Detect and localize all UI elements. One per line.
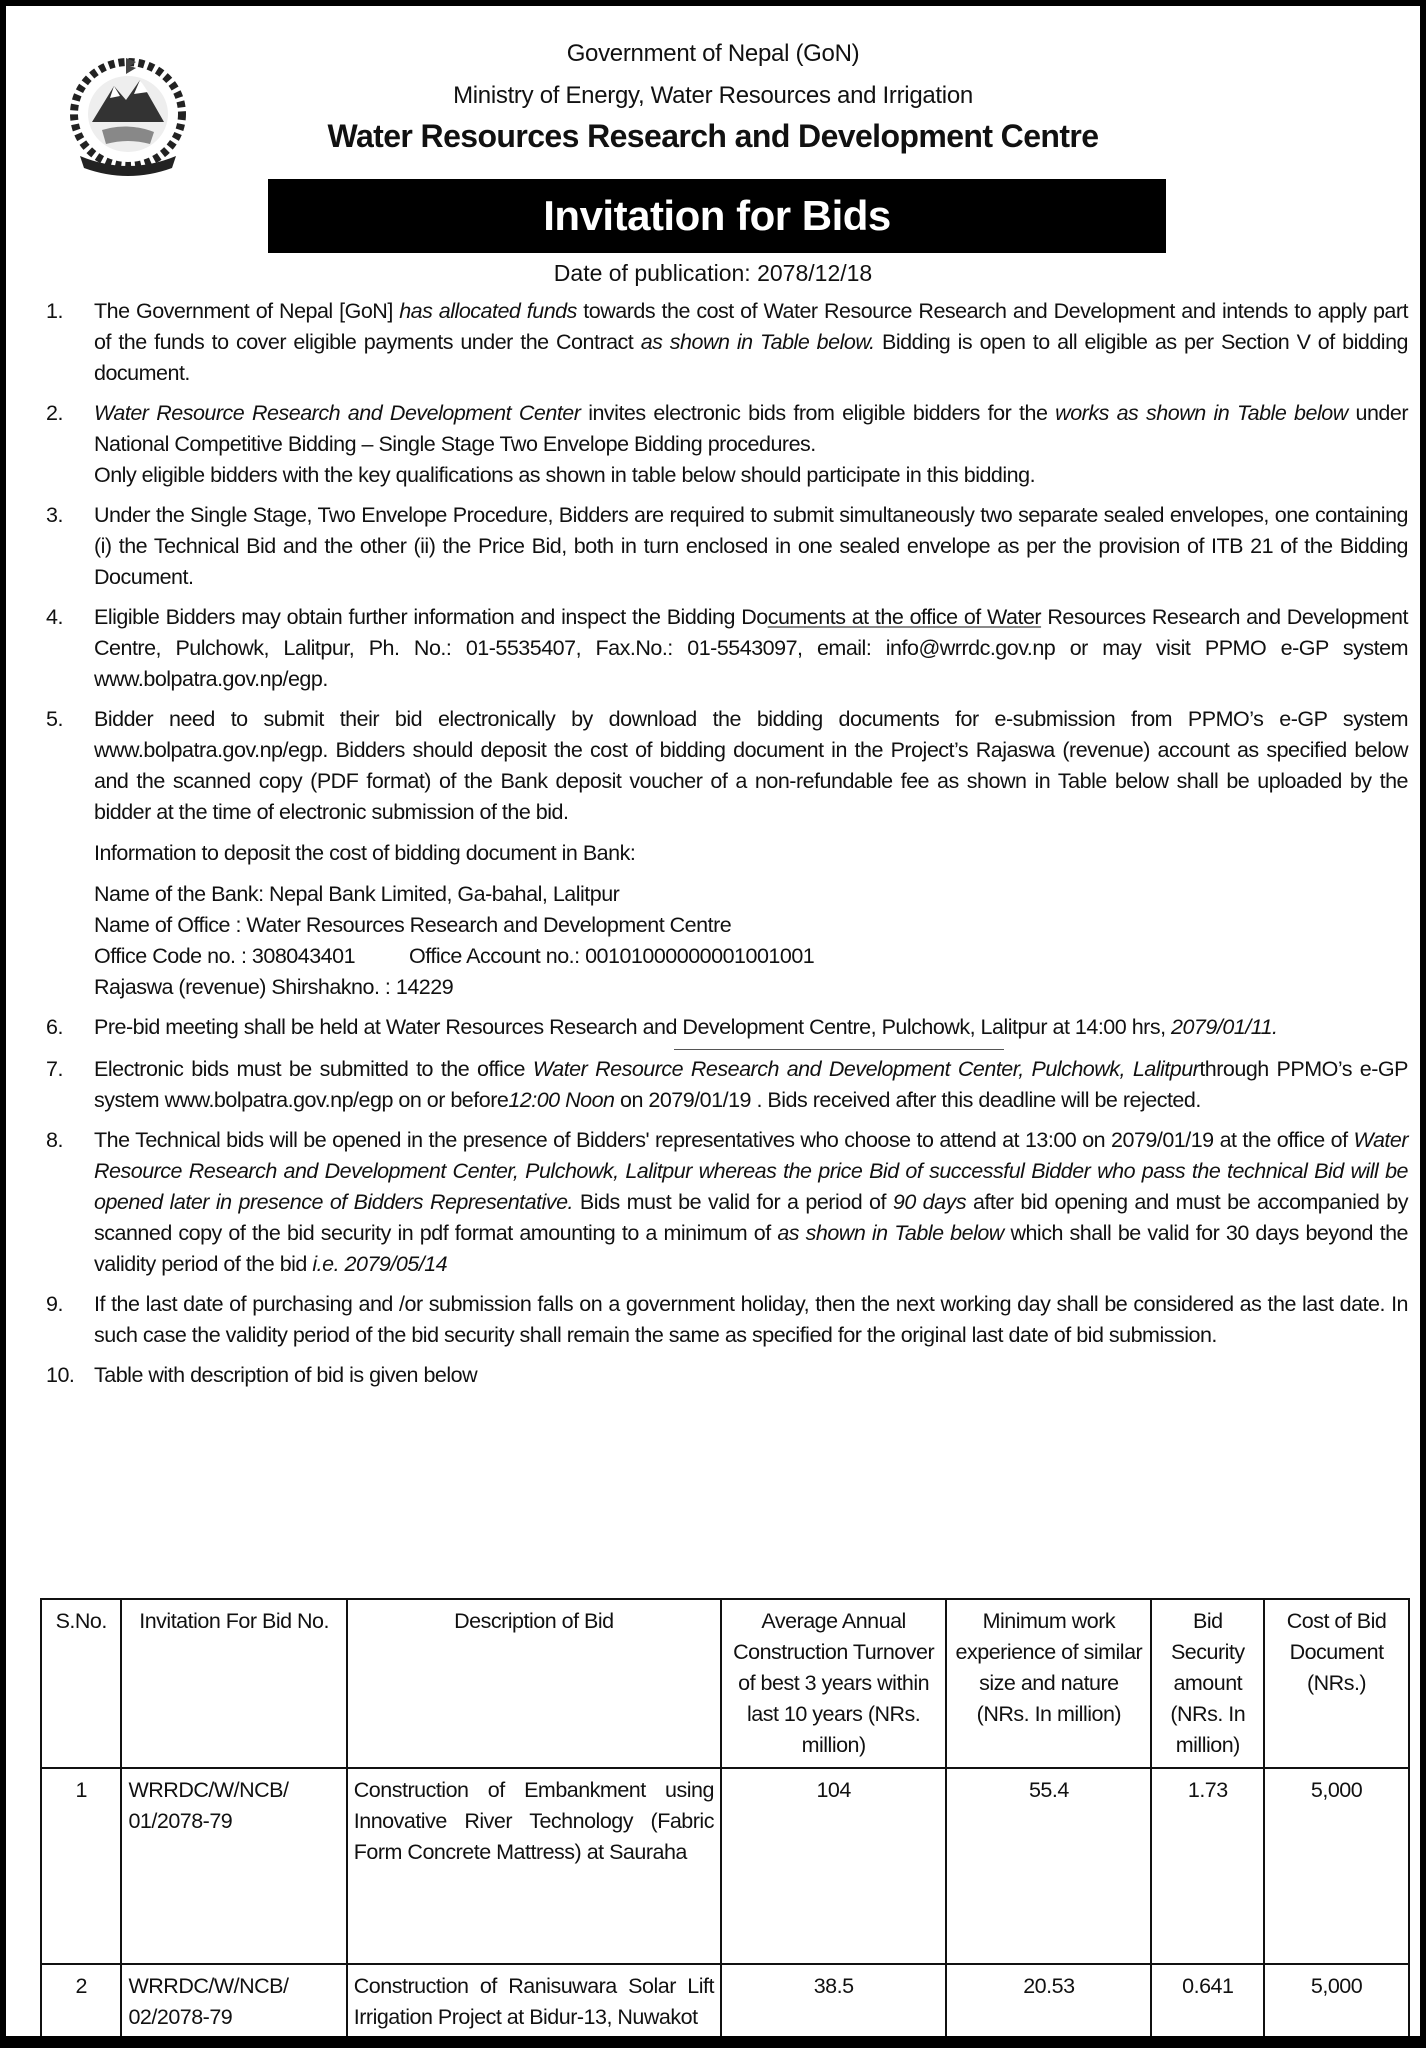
clause-text: on 2079/01/19 . Bids received after this deadline will be rejected. bbox=[614, 1088, 1201, 1112]
clause-number: 9. bbox=[46, 1292, 63, 1316]
clause-text: through PPMO’s e-GP system www.bolpatra.gov.np/egp on or before bbox=[94, 1057, 1408, 1112]
publication-date: Date of publication: 2078/12/18 bbox=[553, 260, 873, 286]
clause-number: 10. bbox=[46, 1363, 75, 1387]
clause-number: 4. bbox=[46, 605, 63, 629]
cell-bid-security: 0.641 bbox=[1151, 1964, 1264, 2036]
cell-cost-of-document: 5,000 bbox=[1264, 1964, 1409, 2036]
centre-name: Water Resources Research and Development Centre bbox=[327, 118, 1099, 154]
office-codes bbox=[94, 941, 1408, 972]
clause-8 bbox=[46, 1125, 1408, 1280]
bid-description-table bbox=[40, 1598, 1410, 2036]
clause-number: 3. bbox=[46, 503, 63, 527]
clause-text: under National Competitive Bidding – Single Stage Two Envelope Bidding procedures. bbox=[94, 401, 1408, 456]
clause-text: towards the cost of Water Resource Research and Development and intends to apply part of the funds to cover eligible payments under the Contract bbox=[94, 299, 1408, 354]
table-row bbox=[41, 1964, 1409, 2036]
clause-6 bbox=[46, 1012, 1408, 1043]
clause-text: Pre-bid meeting shall be held at Water Resources Research and Development Centre, Pulchowk, Lalitpur at 14:00 hrs, bbox=[94, 1015, 1172, 1039]
clause-text: invites electronic bids from eligible bidders for the bbox=[580, 401, 1056, 425]
clause-text-italic: Water Resource Research and Development Center, Pulchowk, Lalitpur whereas the price Bid of successful Bidder who pass the technical Bid will be opened later in presence of Bidders Representative. bbox=[94, 1128, 1408, 1214]
bank-info-intro: Information to deposit the cost of bidding document in Bank: bbox=[94, 841, 636, 865]
ministry-name: Ministry of Energy, Water Resources and Irrigation bbox=[453, 82, 973, 109]
cell-sno: 1 bbox=[41, 1768, 121, 1964]
clause-text: after bid opening and must be accompanied by scanned copy of the bid security in pdf format amounting to a minimum of bbox=[94, 1190, 1408, 1245]
notice-title-banner: Invitation for Bids bbox=[268, 179, 1166, 253]
clause-text: The Technical bids will be opened in the presence of Bidders' representatives who choose to attend at 13:00 on 2079/01/19 at the office of bbox=[94, 1128, 1354, 1152]
cell-work-experience: 20.53 bbox=[946, 1964, 1151, 2036]
cell-turnover: 38.5 bbox=[721, 1964, 946, 2036]
cell-bid-security: 1.73 bbox=[1151, 1768, 1264, 1964]
bank-name: Name of the Bank: Nepal Bank Limited, Ga-bahal, Lalitpur bbox=[94, 882, 620, 906]
header-sno: S.No. bbox=[41, 1599, 121, 1768]
eligibility-note: Only eligible bidders with the key qualifications as shown in table below should participate in this bidding. bbox=[94, 463, 1036, 487]
cell-description: Construction of Embankment using Innovative River Technology (Fabric Form Concrete Mattress) at Sauraha bbox=[347, 1768, 721, 1964]
clause-text: Bids must be valid for a period of bbox=[573, 1190, 893, 1214]
revenue-shirshak: Rajaswa (revenue) Shirshakno. : 14229 bbox=[94, 975, 454, 999]
clause-text: Table with description of bid is given below bbox=[94, 1363, 478, 1387]
clause-4 bbox=[46, 602, 1408, 695]
header-ifb-no: Invitation For Bid No. bbox=[121, 1599, 346, 1768]
clause-5 bbox=[46, 704, 1408, 1003]
clause-2 bbox=[46, 398, 1408, 491]
clause-text: Resources Research and Development Centre, Pulchowk, Lalitpur, Ph. No.: 01-5535407, Fax.No.: 01-5543097, email: info@wrrdc.gov.np or may visit PPMO e-GP system www.bolpatra.gov.np/egp. bbox=[94, 605, 1408, 691]
nepal-government-emblem-icon bbox=[62, 52, 194, 182]
validity-period: 90 days bbox=[892, 1190, 967, 1214]
validity-date: i.e. 2079/05/14 bbox=[312, 1252, 448, 1276]
cell-turnover: 104 bbox=[721, 1768, 946, 1964]
clauses-list bbox=[46, 296, 1408, 1400]
clause-text: If the last date of purchasing and /or submission falls on a government holiday, then the next working day shall be considered as the last date. In such case the validity period of the bid security shall remain the same as specified for the original last date of bid submission. bbox=[94, 1292, 1408, 1347]
clause-text: Electronic bids must be submitted to the office bbox=[94, 1057, 533, 1081]
underlined-text: cuments at the office of Water bbox=[767, 605, 1042, 629]
clause-text-italic: works as shown in Table below bbox=[1055, 401, 1348, 425]
divider-line bbox=[674, 1049, 1004, 1050]
clause-1 bbox=[46, 296, 1408, 389]
clause-text: The Government of Nepal [GoN] bbox=[94, 299, 400, 323]
clause-3 bbox=[46, 500, 1408, 593]
clause-number: 2. bbox=[46, 401, 63, 425]
cell-ifb-no: WRRDC/W/NCB/ 01/2078-79 bbox=[121, 1768, 346, 1964]
clause-text: Under the Single Stage, Two Envelope Procedure, Bidders are required to submit simultaneously two separate sealed envelopes, one containing (i) the Technical Bid and the other (ii) the Price Bid, both in turn enclosed in one sealed envelope as per the provision of ITB 21 of the Bidding Document. bbox=[94, 503, 1408, 589]
clause-9 bbox=[46, 1289, 1408, 1351]
header-cost-of-document: Cost of Bid Document (NRs.) bbox=[1264, 1599, 1409, 1768]
cell-work-experience: 55.4 bbox=[946, 1768, 1151, 1964]
table-row bbox=[41, 1768, 1409, 1964]
clause-10 bbox=[46, 1360, 1408, 1391]
table-header-row bbox=[41, 1599, 1409, 1768]
clause-text-italic: as shown in Table below. bbox=[640, 330, 875, 354]
bid-notice-page bbox=[6, 6, 1420, 2036]
clause-text-italic: has allocated funds bbox=[399, 299, 577, 323]
clause-text: Bidding is open to all eligible as per Section V of bidding document. bbox=[94, 330, 1408, 385]
clause-text-italic: Water Resource Research and Development Center, Pulchowk, Lalitpur bbox=[532, 1057, 1200, 1081]
clause-number: 5. bbox=[46, 707, 63, 731]
cell-ifb-no: WRRDC/W/NCB/ 02/2078-79 bbox=[121, 1964, 346, 2036]
pre-bid-date: 2079/01/11. bbox=[1171, 1015, 1278, 1039]
clause-number: 8. bbox=[46, 1128, 63, 1152]
header-description: Description of Bid bbox=[347, 1599, 721, 1768]
clause-number: 6. bbox=[46, 1015, 63, 1039]
deadline-time: 12:00 Noon bbox=[508, 1088, 615, 1112]
clause-text: Eligible Bidders may obtain further information and inspect the Bidding Do bbox=[94, 605, 768, 629]
government-name: Government of Nepal (GoN) bbox=[566, 40, 860, 67]
office-code: Office Code no. : 308043401 bbox=[94, 944, 356, 968]
office-name: Name of Office : Water Resources Research and Development Centre bbox=[94, 913, 732, 937]
clause-text-italic: Water Resource Research and Development Center bbox=[94, 401, 581, 425]
clause-number: 7. bbox=[46, 1057, 63, 1081]
header-bid-security: Bid Security amount (NRs. In million) bbox=[1151, 1599, 1264, 1768]
header-work-experience: Minimum work experience of similar size and nature (NRs. In million) bbox=[946, 1599, 1151, 1768]
clause-7 bbox=[46, 1054, 1408, 1116]
cell-description: Construction of Ranisuwara Solar Lift Irrigation Project at Bidur-13, Nuwakot bbox=[347, 1964, 721, 2036]
clause-number: 1. bbox=[46, 299, 63, 323]
cell-cost-of-document: 5,000 bbox=[1264, 1768, 1409, 1964]
clause-text: which shall be valid for 30 days beyond the validity period of the bid bbox=[94, 1221, 1408, 1276]
clause-text: Bidder need to submit their bid electronically by download the bidding documents for e-submission from PPMO’s e-GP system www.bolpatra.gov.np/egp. Bidders should deposit the cost of bidding document in the Project’s Rajaswa (revenue) account as specified below and the scanned copy (PDF format) of the Bank deposit voucher of a non-refundable fee as shown in Table below shall be uploaded by the bidder at the time of electronic submission of the bid. bbox=[94, 707, 1408, 824]
header-turnover: Average Annual Construction Turnover of best 3 years within last 10 years (NRs. million) bbox=[721, 1599, 946, 1768]
cell-sno: 2 bbox=[41, 1964, 121, 2036]
office-account: Office Account no.: 00101000000001001001 bbox=[409, 944, 815, 968]
clause-text-italic: as shown in Table below bbox=[777, 1221, 1004, 1245]
